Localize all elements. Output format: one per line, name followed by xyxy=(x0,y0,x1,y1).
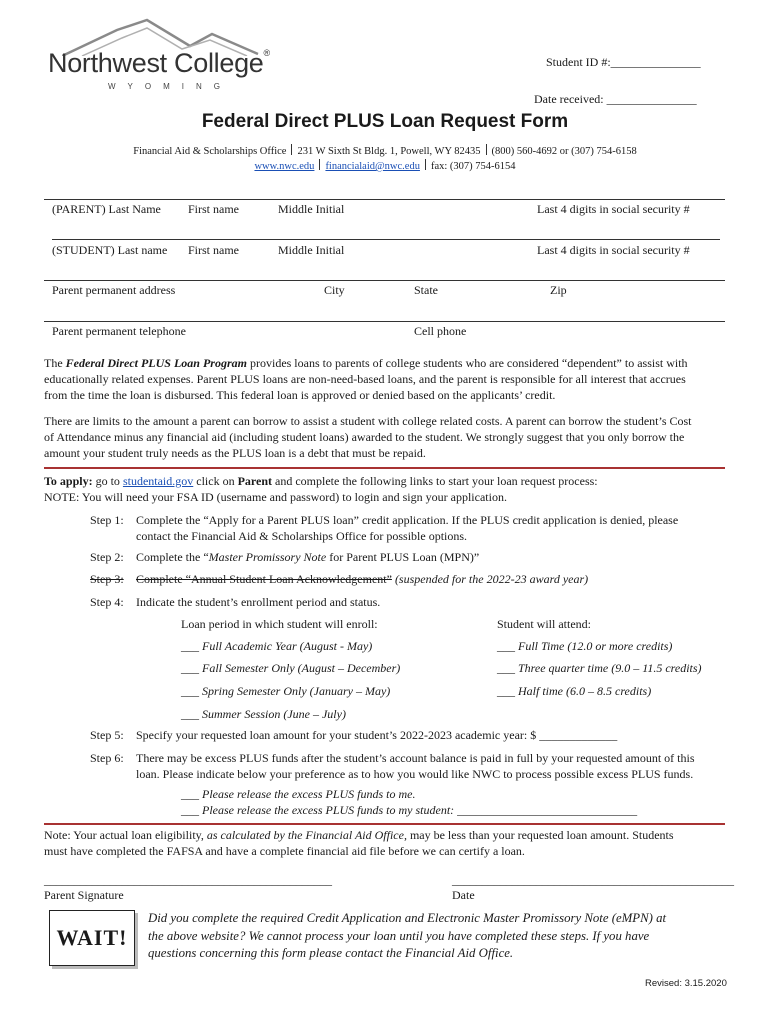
parent-last-name-label: (PARENT) Last Name xyxy=(52,202,161,216)
period-option-2[interactable]: ___ Fall Semester Only (August – December) xyxy=(181,661,401,675)
divider xyxy=(44,199,725,200)
divider xyxy=(44,280,725,281)
step-3-label: Step 3: xyxy=(90,572,124,586)
telephone-label: Parent permanent telephone xyxy=(52,324,186,338)
parent-ssn-label: Last 4 digits in social security # xyxy=(537,202,690,216)
excess-funds-option-2[interactable]: ___ Please release the excess PLUS funds to my student: ______________________________ xyxy=(181,803,638,817)
cell-phone-label: Cell phone xyxy=(414,324,467,338)
wait-message: Did you complete the required Credit Application and Electronic Master Promissory Note (eMPN) at the above website? We cannot process your loan until you have completed these steps. If you have questions concerning this form please contact the Financial Aid Office. xyxy=(148,911,667,960)
zip-label: Zip xyxy=(550,283,567,297)
student-middle-initial-label: Middle Initial xyxy=(278,243,345,257)
student-last-name-label: (STUDENT) Last name xyxy=(52,243,168,257)
email-link[interactable]: financialaid@nwc.edu xyxy=(325,161,420,172)
divider xyxy=(44,321,725,322)
step-6-label: Step 6: xyxy=(90,751,124,765)
period-option-4[interactable]: ___ Summer Session (June – July) xyxy=(181,707,346,721)
attend-header: Student will attend: xyxy=(497,617,591,631)
step-5-label: Step 5: xyxy=(90,728,124,742)
website-link[interactable]: www.nwc.edu xyxy=(254,161,315,172)
step-2-text: Complete the “Master Promissory Note for Parent PLUS Loan (MPN)” xyxy=(136,550,480,564)
web-contact-line: www.nwc.edu financialaid@nwc.edu fax: (307) 754-6154 xyxy=(254,161,516,172)
attend-option-2[interactable]: ___ Three quarter time (9.0 – 11.5 credits) xyxy=(497,661,702,675)
excess-funds-option-1[interactable]: ___ Please release the excess PLUS funds to me. xyxy=(181,787,416,801)
step-4-text: Indicate the student’s enrollment period and status. xyxy=(136,595,381,609)
wait-label: WAIT! xyxy=(56,925,128,950)
period-option-3[interactable]: ___ Spring Semester Only (January – May) xyxy=(181,684,391,698)
red-divider xyxy=(44,467,725,469)
state-label: State xyxy=(414,283,438,297)
logo-name: Northwest College® xyxy=(48,48,270,78)
parent-middle-initial-label: Middle Initial xyxy=(278,202,345,216)
step-1-text: Complete the “Apply for a Parent PLUS loan” credit application. If the PLUS credit application is denied, please contact the Financial Aid & Scholarships Office for possible options. xyxy=(136,513,679,543)
step-5-text[interactable]: Specify your requested loan amount for your student’s 2022-2023 academic year: $ _____________ xyxy=(136,728,618,742)
red-divider xyxy=(44,823,725,825)
address-label: Parent permanent address xyxy=(52,283,176,297)
period-option-1[interactable]: ___ Full Academic Year (August - May) xyxy=(181,639,373,653)
city-label: City xyxy=(324,283,345,297)
date-line[interactable]: _______________________________________________ xyxy=(452,873,734,887)
intro-paragraph-1: The Federal Direct PLUS Loan Program provides loans to parents of college students who are considered “dependent” to assist with educationally related expenses. Parent PLUS loans are non-need-based loans, and the parent is responsible for all interest that accrues from the time the loan is disbursed. This federal loan is approved or denied based on the applicants’ credit. xyxy=(44,356,688,402)
logo-sub: WYOMING xyxy=(108,82,232,91)
attend-option-3[interactable]: ___ Half time (6.0 – 8.5 credits) xyxy=(497,684,652,698)
intro-paragraph-2: There are limits to the amount a parent can borrow to assist a student with college related costs. A parent can borrow the student’s Cost of Attendance minus any financial aid (including student loans) awarded to the student. We strongly suggest that you only borrow the amount your student truly needs as the PLUS loan is a debt that must be repaid. xyxy=(44,414,692,460)
attend-option-1[interactable]: ___ Full Time (12.0 or more credits) xyxy=(497,639,673,653)
loan-period-header: Loan period in which student will enroll: xyxy=(181,617,378,631)
office-contact-line: Financial Aid & Scholarships Office 231 W Sixth St Bldg. 1, Powell, WY 82435 (800) 560-4692 or (307) 754-6158 xyxy=(133,146,637,157)
apply-instructions: To apply: go to studentaid.gov click on Parent and complete the following links to start your loan request process: NOTE: You will need your FSA ID (username and password) to login and sign your application. xyxy=(44,474,598,504)
step-2-label: Step 2: xyxy=(90,550,124,564)
revised-date: Revised: 3.15.2020 xyxy=(645,978,727,989)
step-6-text: There may be excess PLUS funds after the student’s account balance is paid in full by your requested amount of this loan. Please indicate below your preference as to how you would like NWC to process possible excess PLUS funds. xyxy=(136,751,695,781)
student-ssn-label: Last 4 digits in social security # xyxy=(537,243,690,257)
step-4-label: Step 4: xyxy=(90,595,124,609)
eligibility-note: Note: Your actual loan eligibility, as calculated by the Financial Aid Office, may be less than your requested loan amount. Students must have completed the FAFSA and have a complete financial aid file before we can certify a loan. xyxy=(44,828,674,858)
parent-signature-label: Parent Signature xyxy=(44,888,124,902)
parent-first-name-label: First name xyxy=(188,202,239,216)
date-received-label: Date received: _______________ xyxy=(534,92,697,106)
date-label: Date xyxy=(452,888,475,902)
divider xyxy=(52,239,720,240)
step-3-text: Complete “Annual Student Loan Acknowledgement” (suspended for the 2022-23 award year) xyxy=(136,572,589,586)
form-title: Federal Direct PLUS Loan Request Form xyxy=(201,111,569,132)
signature-line[interactable]: ________________________________________________ xyxy=(44,873,332,887)
student-id-label: Student ID #:_______________ xyxy=(546,55,701,69)
wait-box xyxy=(49,910,135,966)
student-first-name-label: First name xyxy=(188,243,239,257)
step-1-label: Step 1: xyxy=(90,513,124,527)
studentaid-link[interactable]: studentaid.gov xyxy=(122,474,194,488)
